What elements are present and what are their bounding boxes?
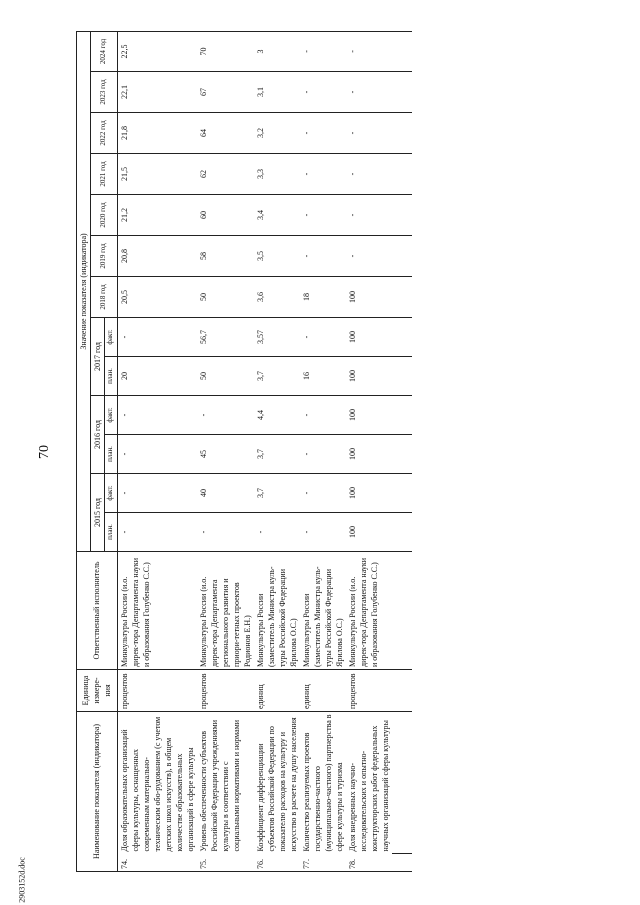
value-cell: - xyxy=(254,512,300,551)
value-cell: - xyxy=(117,434,197,473)
value-cell: 100 xyxy=(346,356,392,395)
value-cell: - xyxy=(346,31,392,71)
unit: процентов xyxy=(117,669,197,711)
value-cell: - xyxy=(300,194,346,235)
table-row xyxy=(117,31,197,871)
value-cell: - xyxy=(300,317,346,356)
spacer-cell xyxy=(392,71,412,112)
value-cell: 50 xyxy=(197,356,254,395)
value-cell: 20,5 xyxy=(117,276,197,317)
value-cell: 20,8 xyxy=(117,235,197,276)
value-cell: 100 xyxy=(346,317,392,356)
value-cell: 3,7 xyxy=(254,356,300,395)
header-plan: план. xyxy=(105,512,118,551)
header-plan: план. xyxy=(105,356,118,395)
header-2016: 2016 год xyxy=(91,395,105,473)
spacer-cell xyxy=(392,153,412,194)
header-year: 2019 год xyxy=(91,235,118,276)
spacer-cell xyxy=(392,473,412,512)
value-cell: 60 xyxy=(197,194,254,235)
header-2017: 2017 год xyxy=(91,317,105,395)
table-row xyxy=(197,31,254,871)
spacer-cell xyxy=(392,317,412,356)
value-cell: 3 xyxy=(254,31,300,71)
spacer-cell xyxy=(392,854,412,872)
value-cell: 3,6 xyxy=(254,276,300,317)
value-cell: 45 xyxy=(197,434,254,473)
value-cell: 70 xyxy=(197,31,254,71)
header-fact: факт. xyxy=(105,395,118,434)
header-year: 2023 год xyxy=(91,71,118,112)
value-cell: - xyxy=(117,512,197,551)
value-cell: 100 xyxy=(346,395,392,434)
header-year: 2022 год xyxy=(91,112,118,153)
value-cell: 21,2 xyxy=(117,194,197,235)
unit: процентов xyxy=(346,669,392,711)
value-cell: 100 xyxy=(346,473,392,512)
table-body xyxy=(117,31,412,871)
unit: единиц xyxy=(254,669,300,711)
unit: процентов xyxy=(197,669,254,711)
header-name: Наименование показателя (индикатора) xyxy=(77,711,118,871)
table-spacer-row xyxy=(392,31,412,871)
header-year: 2020 год xyxy=(91,194,118,235)
spacer-cell xyxy=(392,276,412,317)
spacer-cell xyxy=(392,31,412,71)
header-year: 2021 год xyxy=(91,153,118,194)
value-cell: - xyxy=(300,235,346,276)
value-cell: - xyxy=(346,194,392,235)
spacer-cell xyxy=(392,551,412,669)
indicators-table xyxy=(76,31,412,872)
value-cell: - xyxy=(300,153,346,194)
value-cell: 56,7 xyxy=(197,317,254,356)
value-cell: - xyxy=(117,317,197,356)
spacer-cell xyxy=(392,669,412,711)
header-2015: 2015 год xyxy=(91,473,105,551)
value-cell: - xyxy=(300,112,346,153)
value-cell: 22,5 xyxy=(117,31,197,71)
header-fact: факт. xyxy=(105,473,118,512)
spacer-cell xyxy=(392,395,412,434)
value-cell: 18 xyxy=(300,276,346,317)
responsible: Минкультуры России (и.о. дирек-тора Департамента науки и образования Голубенко С.С.) xyxy=(346,551,392,669)
value-cell: 3,7 xyxy=(254,473,300,512)
unit: единиц xyxy=(300,669,346,711)
header-fact: факт. xyxy=(105,317,118,356)
row-number: 74. xyxy=(117,854,197,872)
table-row xyxy=(346,31,392,871)
indicator-name: Доля образовательных организаций сферы культуры, оснащенных современным материально-техническим обо-рудованием (с учетом детских школ искусств), в общем количестве образовательных организаций в сфере культуры xyxy=(117,711,197,853)
value-cell: 40 xyxy=(197,473,254,512)
value-cell: 21,8 xyxy=(117,112,197,153)
value-cell: - xyxy=(346,71,392,112)
value-cell: 3,57 xyxy=(254,317,300,356)
value-cell: 3,1 xyxy=(254,71,300,112)
spacer-cell xyxy=(392,711,412,853)
value-cell: - xyxy=(300,434,346,473)
value-cell: 3,7 xyxy=(254,434,300,473)
indicator-name: Количество реализуемых проектов государственно-частного (муниципально-частного) партнерства в сфере культуры и туризма xyxy=(300,711,346,853)
value-cell: 50 xyxy=(197,276,254,317)
spacer-cell xyxy=(392,194,412,235)
value-cell: 64 xyxy=(197,112,254,153)
value-cell: - xyxy=(197,512,254,551)
spacer-cell xyxy=(392,356,412,395)
responsible: Минкультуры России (и.о. дирек-тора Департамента регионального развития и приори-тетных проектов Родионов Е.Н.) xyxy=(197,551,254,669)
rotated-table-container xyxy=(76,32,608,872)
header-year: 2018 год xyxy=(91,276,118,317)
header-responsible: Ответственный исполнитель xyxy=(77,551,118,669)
table-row xyxy=(300,31,346,871)
spacer-cell xyxy=(392,235,412,276)
value-cell: 20 xyxy=(117,356,197,395)
value-cell: - xyxy=(300,473,346,512)
value-cell: - xyxy=(346,235,392,276)
responsible: Минкультуры России (и.о. дирек-тора Департамента науки и образования Голубенко С.С.) xyxy=(117,551,197,669)
responsible: Минкультуры России (заместитель Министра куль-туры Российской Федерации Ярилова О.С.) xyxy=(300,551,346,669)
spacer-cell xyxy=(392,112,412,153)
row-number: 77. xyxy=(300,854,346,872)
value-cell: 22,1 xyxy=(117,71,197,112)
row-number: 76. xyxy=(254,854,300,872)
indicator-name: Уровень обеспеченности субъектов Российской Федерации учреждениями культуры в соответствии с социальными нормативами и нормами xyxy=(197,711,254,853)
header-values-title: Значение показателя (индикатора) xyxy=(77,31,91,551)
row-number: 75. xyxy=(197,854,254,872)
value-cell: 3,4 xyxy=(254,194,300,235)
value-cell: 3,3 xyxy=(254,153,300,194)
value-cell: 100 xyxy=(346,512,392,551)
value-cell: 58 xyxy=(197,235,254,276)
value-cell: 3,2 xyxy=(254,112,300,153)
value-cell: - xyxy=(117,395,197,434)
header-year: 2024 год xyxy=(91,31,118,71)
value-cell: 67 xyxy=(197,71,254,112)
row-number: 78. xyxy=(346,854,392,872)
value-cell: - xyxy=(300,31,346,71)
value-cell: - xyxy=(346,112,392,153)
value-cell: - xyxy=(197,395,254,434)
indicator-name: Доля внедренных научно-исследовательских и опытно-конструкторских работ федеральных научных организаций сферы культуры xyxy=(346,711,392,853)
header-unit: Единица измере-ния xyxy=(77,669,118,711)
value-cell: 100 xyxy=(346,434,392,473)
value-cell: 3,5 xyxy=(254,235,300,276)
indicator-name: Коэффициент дифференциации субъектов Российской Федерации по показателю расходов на культуру и искусство в расчете на душу населения xyxy=(254,711,300,853)
value-cell: - xyxy=(346,153,392,194)
value-cell: 16 xyxy=(300,356,346,395)
table-row xyxy=(254,31,300,871)
value-cell: - xyxy=(300,395,346,434)
value-cell: - xyxy=(300,512,346,551)
spacer-cell xyxy=(392,434,412,473)
value-cell: - xyxy=(117,473,197,512)
value-cell: - xyxy=(300,71,346,112)
responsible: Минкультуры России (заместитель Министра куль-туры Российской Федерации Ярилова О.С.) xyxy=(254,551,300,669)
spacer-cell xyxy=(392,512,412,551)
value-cell: 100 xyxy=(346,276,392,317)
value-cell: 21,5 xyxy=(117,153,197,194)
value-cell: 62 xyxy=(197,153,254,194)
value-cell: 4,4 xyxy=(254,395,300,434)
header-plan: план. xyxy=(105,434,118,473)
